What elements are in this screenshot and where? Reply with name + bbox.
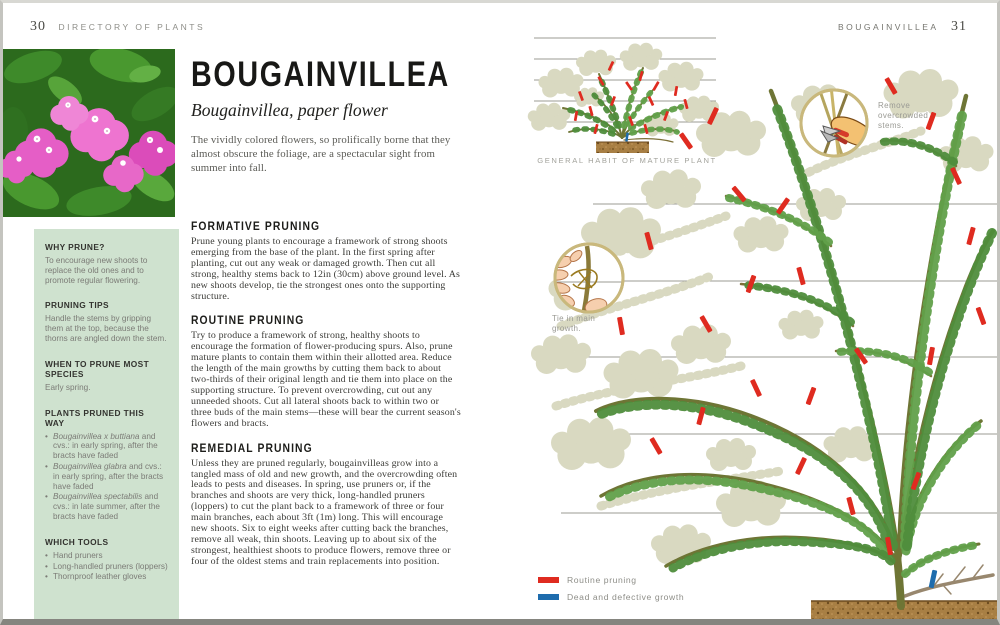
legend-label: Routine pruning [567, 575, 637, 585]
plants-pruned-list [45, 432, 168, 522]
species-name: Bougainvillea x buttiana [53, 431, 140, 441]
legend-row-dead [538, 592, 684, 602]
list-item [45, 462, 168, 491]
legend-row-routine [538, 575, 684, 585]
main-text-column [191, 221, 461, 581]
habit-caption: GENERAL HABIT OF MATURE PLANT [537, 156, 717, 165]
right-running-title: BOUGAINVILLEA [838, 22, 939, 32]
sidebar-heading-plants-pruned: PLANTS PRUNED THIS WAY [45, 407, 145, 428]
legend-label: Dead and defective growth [567, 592, 685, 602]
mini-soil [596, 142, 649, 153]
section-body: Try to produce a framework of strong, healthy shoots to encourage the formation of flower-producing spurs. Also, prune mature plants to contain them within their allotted area. Reduce the length of the main growths by cutting them back to about two-thirds of their original length and tie them into place on the supporting structure. To prevent overcrowding, cut out any unneeded shoots. Cut all lateral shoots back to within two or three buds of the main stems—these will bear the current season's flowers and bracts. [191, 330, 461, 429]
list-item [45, 492, 168, 521]
article-header [191, 55, 471, 175]
tools-list [45, 551, 168, 582]
sidebar-heading-when-to-prune: WHEN TO PRUNE MOST SPECIES [45, 358, 150, 379]
page-title: BOUGAINVILLEA [191, 55, 450, 94]
sidebar-heading-why-prune: WHY PRUNE? [45, 242, 105, 252]
section-heading: REMEDIAL PRUNING [191, 442, 313, 455]
left-running-title: DIRECTORY OF PLANTS [58, 22, 206, 32]
mature-plant-habit-illustration [528, 38, 719, 153]
legend [538, 575, 684, 609]
article-subtitle: Bougainvillea, paper flower [191, 100, 388, 120]
left-running-head [30, 17, 205, 35]
sidebar-heading-pruning-tips: PRUNING TIPS [45, 300, 109, 311]
section-formative-pruning [191, 221, 461, 302]
article-intro: The vividly colored flowers, so prolifically borne that they almost obscure the foliage, are a spectacular sight from summer into fall. [191, 134, 451, 174]
dead-branch [905, 565, 993, 596]
species-note: and cvs.: in early spring, after the bracts have faded [53, 431, 158, 461]
pruning-info-sidebar [34, 229, 179, 622]
list-item: • Hand pruners [45, 551, 168, 561]
section-heading: FORMATIVE PRUNING [191, 221, 321, 233]
sidebar-text-when-to-prune: Early spring. [45, 382, 91, 392]
section-remedial-pruning [191, 443, 461, 568]
bougainvillea-photo [3, 49, 175, 217]
left-page-number: 30 [30, 19, 46, 34]
remove-stems-label: Remove overcrowded stems. [878, 101, 929, 130]
species-note: and cvs.: in early spring, after the bracts have faded [53, 461, 164, 491]
soil [811, 601, 1000, 623]
list-item: • Thornproof leather gloves [45, 572, 168, 582]
section-body: Unless they are pruned regularly, bougainvilleas grow into a tangled mass of old and new growth, and the overcrowding often leads to pests and diseases. In spring, use pruners or, if the branches and shoots are very thick, long-handled pruners (loppers) to cut the plant back to a framework of three or four main branches, each about 3ft (1m) long. This will encourage new shoots. Six to eight weeks after cutting back the branches, remove all weak, thin shoots. Leaving up to about six of the strongest, healthiest shoots to produce flowers, remove three or four of the oldest stems and train replacements into position. [191, 457, 458, 567]
list-item: • Long-handled pruners (loppers) [45, 562, 168, 572]
routine-pruning-swatch [538, 577, 559, 583]
sidebar-text-pruning-tips: Handle the stems by gripping them at the top, because the thorns are angled down the stem. [45, 314, 167, 343]
sidebar-text-why-prune: To encourage new shoots to replace the old ones and to promote regular flowering. [45, 256, 148, 285]
species-name: Bougainvillea glabra [53, 461, 127, 471]
right-page-number: 31 [951, 19, 967, 34]
section-routine-pruning [191, 315, 461, 429]
list-item [45, 432, 168, 461]
dead-growth-swatch [538, 594, 559, 600]
species-note: and cvs.: in late summer, after the bracts have faded [53, 492, 160, 521]
species-name: Bougainvillea spectabilis [53, 492, 143, 502]
sidebar-heading-which-tools: WHICH TOOLS [45, 536, 109, 547]
tie-in-label: Tie in main growth. [552, 314, 596, 333]
section-body: Prune young plants to encourage a framework of strong shoots emerging from the base of the plant. In the first spring after planting, cut out any weak or damaged growth. Then cut all strong, healthy stems back to 12in (30cm) above ground level. As new shoots develop, tie the strongest ones onto the supporting structure. [191, 236, 461, 302]
section-heading: ROUTINE PRUNING [191, 315, 305, 328]
